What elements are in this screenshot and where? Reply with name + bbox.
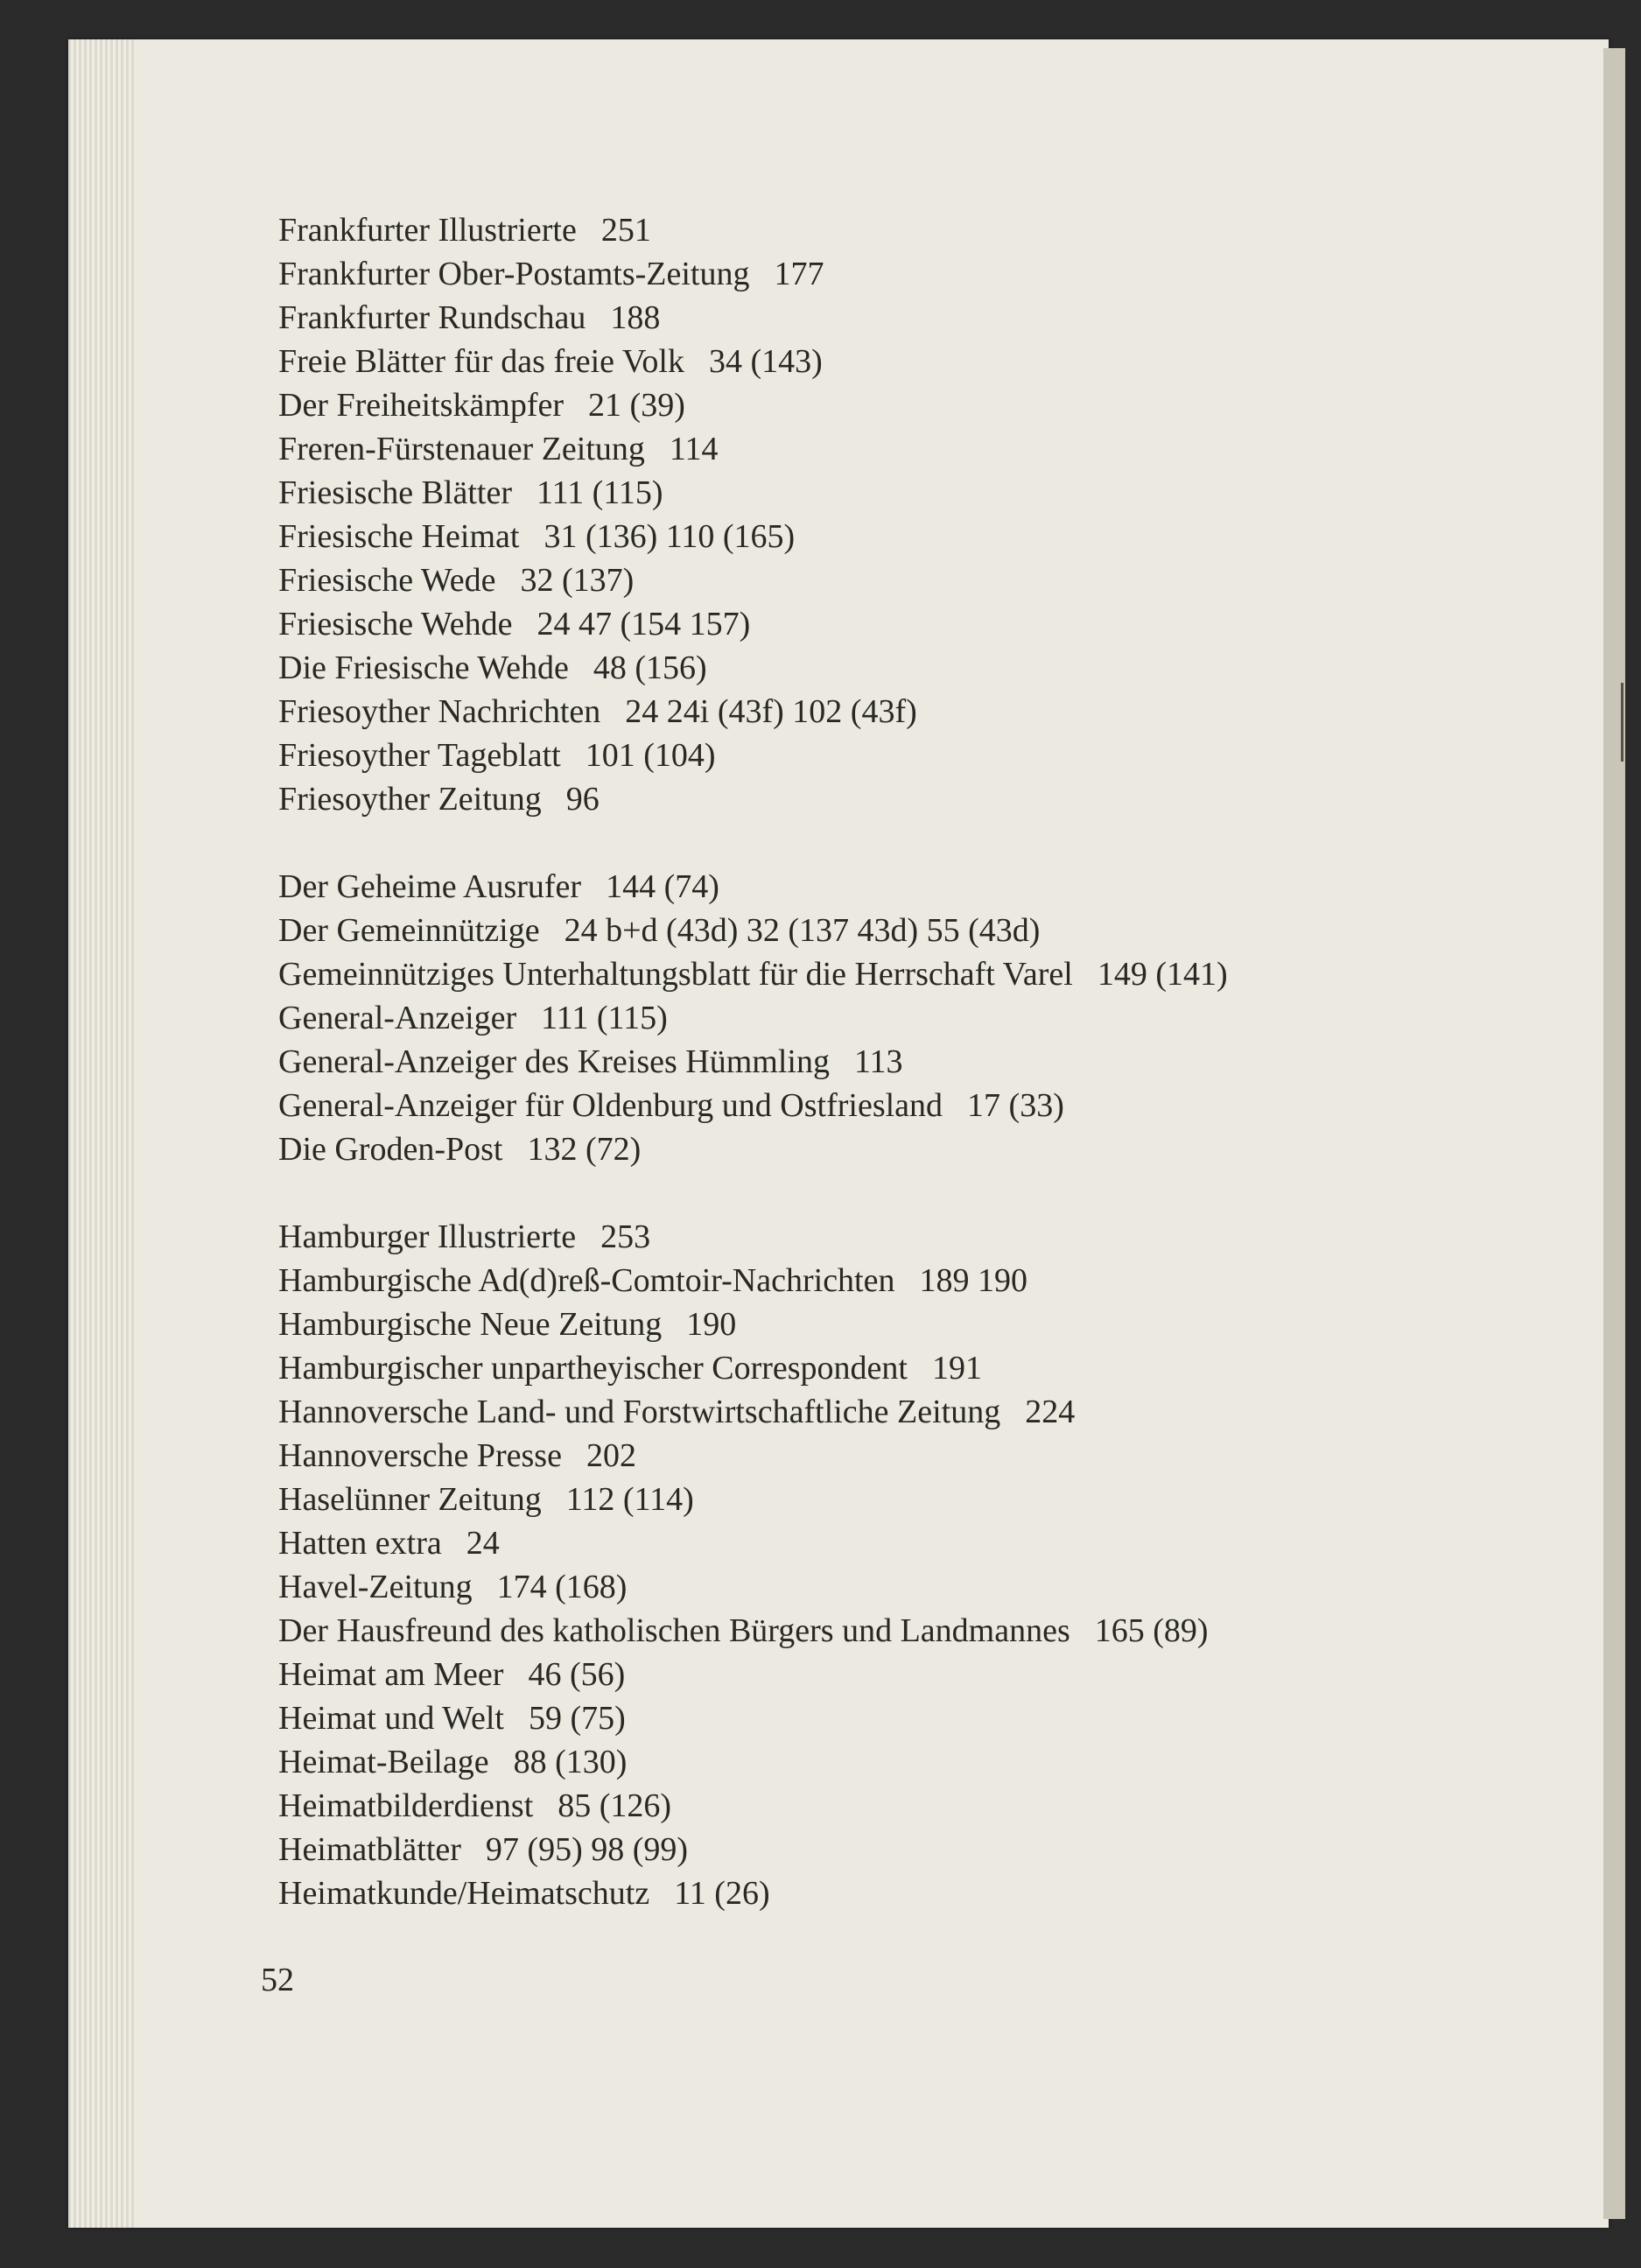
entry-title: General-Anzeiger für Oldenburg und Ostfriesland [278, 1087, 943, 1124]
entry-page-refs: 224 [1025, 1394, 1076, 1430]
entry-title: Gemeinnütziges Unterhaltungsblatt für die Herrschaft Varel [278, 956, 1073, 993]
index-entry [278, 1478, 1228, 1521]
entry-page-refs: 24 24i (43f) 102 (43f) [625, 693, 917, 730]
index-entry [278, 1521, 1228, 1565]
entry-title: Friesoyther Nachrichten [278, 693, 601, 730]
index-entry [278, 602, 1228, 646]
index-entry [278, 1127, 1228, 1171]
entry-title: General-Anzeiger [278, 1000, 517, 1036]
entry-title: Friesische Blätter [278, 474, 512, 511]
index-entry [278, 1390, 1228, 1434]
entry-page-refs: 32 (137) [520, 562, 635, 599]
entry-page-refs: 251 [600, 212, 651, 249]
entry-title: Friesische Wede [278, 562, 496, 599]
entry-page-refs: 97 (95) 98 (99) [485, 1831, 689, 1868]
entry-page-refs: 113 [853, 1043, 903, 1080]
entry-page-refs: 46 (56) [528, 1656, 626, 1693]
entry-title: Frankfurter Rundschau [278, 299, 586, 336]
index-entry [278, 208, 1228, 252]
entry-title: Frankfurter Ober-Postamts-Zeitung [278, 256, 750, 292]
entry-page-refs: 112 (114) [565, 1481, 694, 1518]
index-entry [278, 777, 1228, 821]
entry-title: Haselünner Zeitung [278, 1481, 542, 1518]
page-stack-edges [68, 39, 134, 2228]
index-entry [278, 1040, 1228, 1084]
entry-page-refs: 24 [466, 1525, 500, 1562]
entry-title: Hatten extra [278, 1525, 442, 1562]
entry-page-refs: 88 (130) [513, 1744, 628, 1780]
entry-title: Der Freiheitskämpfer [278, 387, 565, 424]
entry-page-refs: 96 [565, 781, 600, 818]
entry-title: Freie Blätter für das freie Volk [278, 343, 684, 380]
section-gap [278, 1171, 1228, 1215]
entry-title: Hamburgischer unpartheyischer Correspondent [278, 1350, 908, 1387]
entry-title: Heimatblätter [278, 1831, 461, 1868]
entry-page-refs: 17 (33) [967, 1087, 1064, 1124]
index-entry [278, 690, 1228, 734]
entry-page-refs: 111 (115) [536, 474, 663, 511]
index-entry [278, 1828, 1228, 1871]
entry-page-refs: 11 (26) [674, 1875, 770, 1912]
entry-page-refs: 101 (104) [585, 737, 716, 774]
index-entry [278, 383, 1228, 427]
index-entry [278, 1259, 1228, 1303]
index-entry [278, 909, 1228, 952]
index-entry [278, 1303, 1228, 1346]
entry-page-refs: 191 [931, 1350, 982, 1387]
index-entry [278, 1653, 1228, 1696]
entry-page-refs: 253 [600, 1218, 651, 1255]
entry-page-refs: 149 (141) [1097, 956, 1228, 993]
entry-title: Der Hausfreund des katholischen Bürgers und Landmannes [278, 1612, 1070, 1649]
index-entry [278, 252, 1228, 296]
entry-title: Heimat und Welt [278, 1700, 504, 1737]
entry-page-refs: 59 (75) [528, 1700, 626, 1737]
entry-title: Freren-Fürstenauer Zeitung [278, 431, 645, 467]
entry-page-refs: 85 (126) [558, 1787, 672, 1824]
page-number: 52 [261, 1962, 294, 1998]
index-entry [278, 427, 1228, 471]
entry-page-refs: 202 [586, 1437, 636, 1474]
entry-page-refs: 24 b+d (43d) 32 (137 43d) 55 (43d) [564, 912, 1041, 949]
entry-page-refs: 174 (168) [496, 1569, 628, 1605]
index-entry [278, 1740, 1228, 1784]
entry-title: Friesoyther Zeitung [278, 781, 542, 818]
entry-page-refs: 114 [669, 431, 719, 467]
index-entry [278, 952, 1228, 996]
index-entry [278, 1696, 1228, 1740]
entry-page-refs: 31 (136) 110 (165) [543, 518, 796, 555]
entry-title: General-Anzeiger des Kreises Hümmling [278, 1043, 830, 1080]
entry-title: Der Gemeinnützige [278, 912, 540, 949]
index-entry [278, 646, 1228, 690]
entry-page-refs: 132 (72) [527, 1131, 642, 1168]
entry-title: Friesoyther Tageblatt [278, 737, 561, 774]
entry-page-refs: 21 (39) [588, 387, 685, 424]
entry-title: Frankfurter Illustrierte [278, 212, 577, 249]
index-entry [278, 1346, 1228, 1390]
index-entry [278, 1434, 1228, 1478]
entry-page-refs: 24 47 (154 157) [536, 606, 751, 642]
index-entry [278, 515, 1228, 558]
entry-title: Heimatkunde/Heimatschutz [278, 1875, 650, 1912]
index-list [278, 208, 1228, 1915]
entry-title: Die Groden-Post [278, 1131, 503, 1168]
index-entry [278, 734, 1228, 777]
index-entry [278, 1084, 1228, 1127]
entry-title: Friesische Wehde [278, 606, 513, 642]
index-entry [278, 471, 1228, 515]
index-entry [278, 865, 1228, 909]
entry-page-refs: 48 (156) [593, 650, 707, 686]
entry-title: Hamburger Illustrierte [278, 1218, 577, 1255]
entry-title: Heimat am Meer [278, 1656, 504, 1693]
entry-page-refs: 189 190 [919, 1262, 1027, 1299]
index-entry [278, 558, 1228, 602]
entry-title: Friesische Heimat [278, 518, 520, 555]
gutter-mark [1621, 683, 1623, 762]
entry-page-refs: 188 [610, 299, 661, 336]
index-entry [278, 340, 1228, 383]
entry-title: Hannoversche Presse [278, 1437, 562, 1474]
entry-title: Der Geheime Ausrufer [278, 868, 582, 905]
index-entry [278, 1871, 1228, 1915]
entry-title: Heimat-Beilage [278, 1744, 489, 1780]
section-gap [278, 821, 1228, 865]
entry-page-refs: 34 (143) [708, 343, 823, 380]
index-entry [278, 1784, 1228, 1828]
index-entry [278, 296, 1228, 340]
entry-page-refs: 165 (89) [1094, 1612, 1209, 1649]
entry-title: Hannoversche Land- und Forstwirtschaftliche Zeitung [278, 1394, 1001, 1430]
entry-page-refs: 111 (115) [541, 1000, 668, 1036]
entry-title: Hamburgische Ad(d)reß-Comtoir-Nachrichten [278, 1262, 895, 1299]
entry-title: Hamburgische Neue Zeitung [278, 1306, 663, 1343]
binding-edge [1603, 48, 1625, 2219]
entry-page-refs: 190 [686, 1306, 737, 1343]
index-entry [278, 996, 1228, 1040]
index-entry [278, 1565, 1228, 1609]
entry-title: Havel-Zeitung [278, 1569, 473, 1605]
index-entry [278, 1609, 1228, 1653]
entry-page-refs: 144 (74) [606, 868, 719, 905]
index-entry [278, 1215, 1228, 1259]
entry-title: Heimatbilderdienst [278, 1787, 534, 1824]
entry-title: Die Friesische Wehde [278, 650, 569, 686]
entry-page-refs: 177 [774, 256, 824, 292]
